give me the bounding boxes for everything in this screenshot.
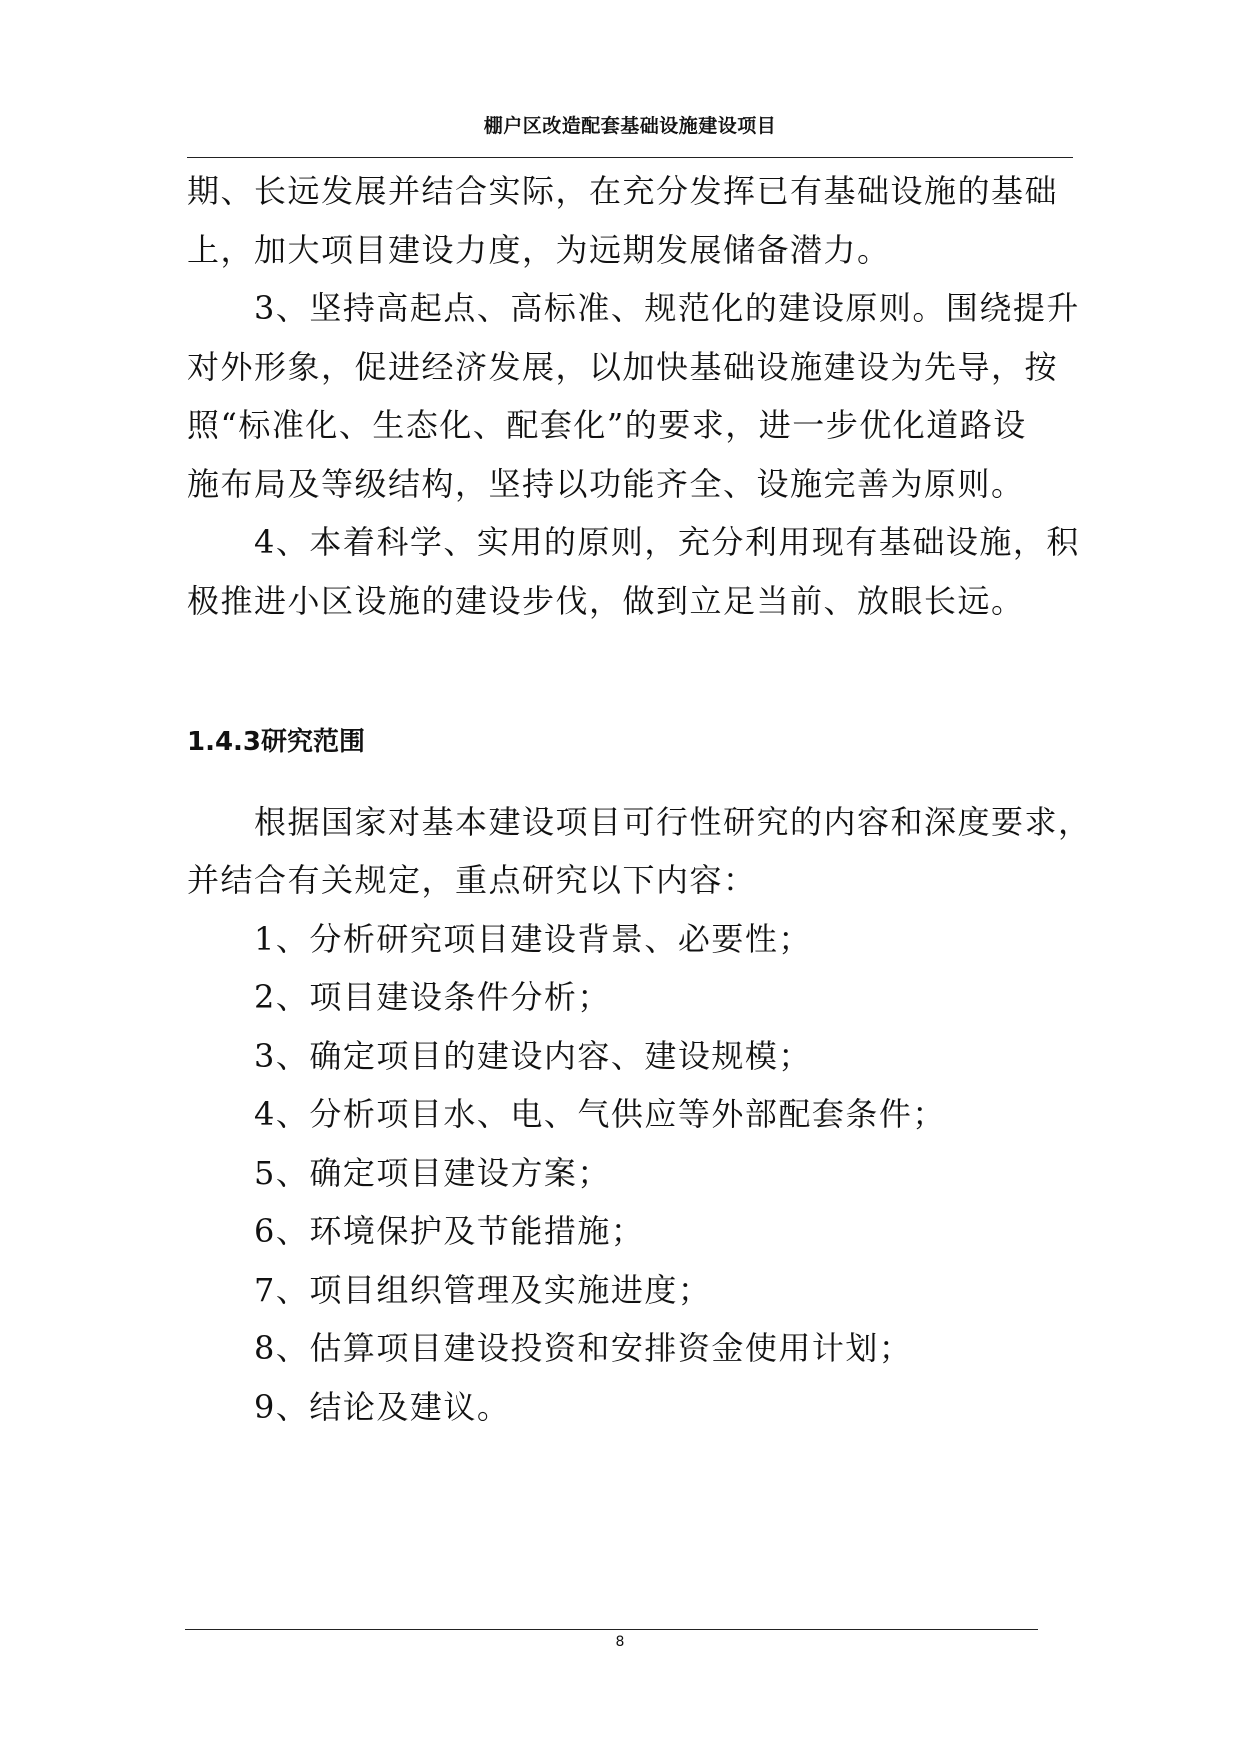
footer-divider [185, 1629, 1038, 1630]
document-title: 棚户区改造配套基础设施建设项目 [483, 115, 777, 137]
paragraph-line: 对外形象，促进经济发展，以加快基础设施建设为先导，按 [187, 348, 1059, 386]
list-item: 1、分析研究项目建设背景、必要性； [187, 920, 812, 958]
list-item: 6、环境保护及节能措施； [187, 1212, 645, 1250]
list-item: 4、分析项目水、电、气供应等外部配套条件； [187, 1095, 946, 1133]
paragraph-line: 4、本着科学、实用的原则，充分利用现有基础设施，积 [187, 523, 1080, 561]
list-item: 5、确定项目建设方案； [187, 1154, 611, 1192]
intro-line: 根据国家对基本建设项目可行性研究的内容和深度要求， [187, 803, 1092, 841]
intro-line: 并结合有关规定，重点研究以下内容： [187, 861, 757, 899]
list-item: 3、确定项目的建设内容、建设规模； [187, 1037, 812, 1075]
paragraph-line: 期、长远发展并结合实际，在充分发挥已有基础设施的基础 [187, 172, 1059, 210]
page-number: 8 [615, 1634, 625, 1650]
page-header [187, 0, 1073, 158]
paragraph-line: 施布局及等级结构，坚持以功能齐全、设施完善为原则。 [187, 465, 1025, 503]
paragraph-line: 3、坚持高起点、高标准、规范化的建设原则。围绕提升 [187, 289, 1080, 327]
list-item: 9、结论及建议。 [187, 1388, 511, 1426]
paragraph-line: 上，加大项目建设力度，为远期发展储备潜力。 [187, 231, 891, 269]
paragraph-line: 照“标准化、生态化、配套化”的要求，进一步优化道路设 [187, 406, 1027, 444]
paragraph-line: 极推进小区设施的建设步伐，做到立足当前、放眼长远。 [187, 582, 1025, 620]
section-heading: 1.4.3研究范围 [187, 727, 366, 757]
list-item: 7、项目组织管理及实施进度； [187, 1271, 712, 1309]
list-item: 8、估算项目建设投资和安排资金使用计划； [187, 1329, 913, 1367]
list-item: 2、项目建设条件分析； [187, 978, 611, 1016]
